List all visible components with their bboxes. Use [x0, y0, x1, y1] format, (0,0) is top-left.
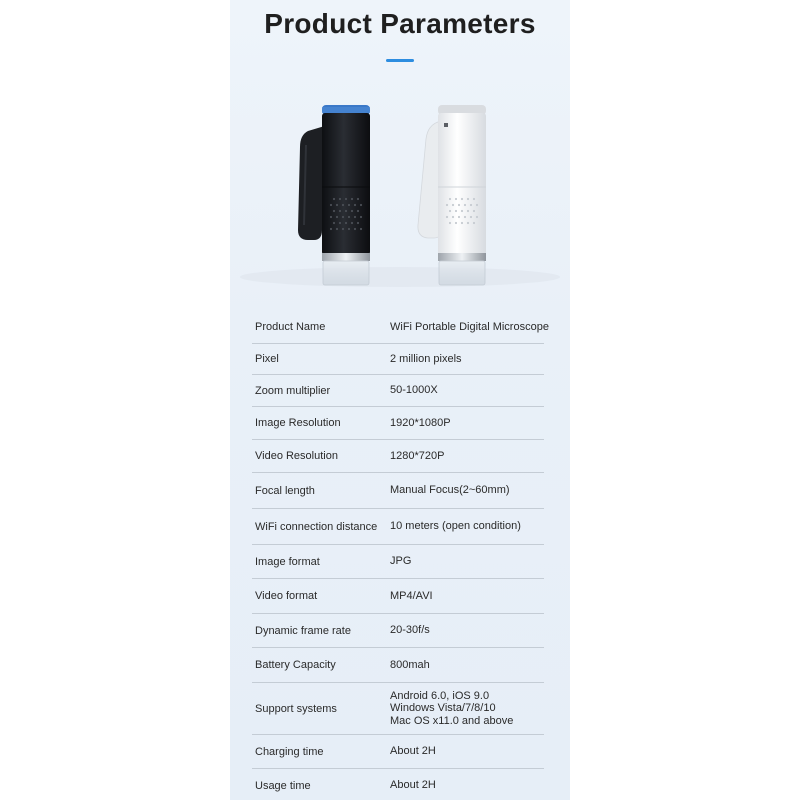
spec-row	[252, 735, 544, 769]
product-image	[230, 95, 570, 305]
spec-value	[390, 384, 544, 397]
spec-value-line: About 2H	[390, 745, 436, 758]
spec-row	[252, 473, 544, 509]
spec-value-line: 20-30f/s	[390, 624, 430, 637]
spec-value	[390, 484, 544, 497]
spec-value	[390, 353, 544, 366]
spec-label: Charging time	[255, 745, 324, 758]
spec-row	[252, 407, 544, 440]
spec-value-line: 800mah	[390, 658, 430, 671]
spec-value-line: 1280*720P	[390, 449, 445, 462]
spec-value	[390, 690, 544, 728]
spec-row	[252, 509, 544, 545]
spec-value	[390, 520, 544, 533]
spec-row	[252, 579, 544, 614]
white-microscope	[418, 105, 486, 285]
spec-label: Usage time	[255, 779, 311, 792]
spec-label: Video format	[255, 590, 318, 602]
spec-label: WiFi connection distance	[255, 520, 378, 533]
spec-label: Focal length	[255, 484, 315, 497]
spec-value-line: Android 6.0, iOS 9.0	[390, 689, 490, 702]
spec-value	[390, 745, 544, 758]
product-parameters-panel	[230, 0, 570, 800]
spec-value	[390, 624, 544, 637]
spec-value	[390, 321, 549, 334]
spec-value-line: About 2H	[390, 779, 436, 792]
spec-value-line: Windows Vista/7/8/10	[390, 702, 496, 715]
spec-value	[390, 417, 544, 430]
spec-row	[252, 614, 544, 648]
spec-value-line: Mac OS x11.0 and above	[390, 714, 514, 727]
spec-value-line: 1920*1080P	[390, 416, 451, 429]
spec-value-line: 10 meters (open condition)	[390, 520, 521, 533]
spec-label: Battery Capacity	[255, 659, 336, 671]
spec-label: Product Name	[255, 321, 326, 333]
spec-label: Video Resolution	[255, 450, 338, 462]
spec-label: Zoom multiplier	[255, 384, 331, 397]
spec-row	[252, 375, 544, 407]
spec-row	[252, 683, 544, 735]
spec-label: Image Resolution	[255, 417, 341, 429]
spec-label: Image format	[255, 555, 320, 568]
spec-row	[252, 311, 549, 344]
spec-value	[390, 450, 544, 463]
spec-value	[390, 590, 544, 603]
spec-label: Dynamic frame rate	[255, 624, 351, 637]
spec-value-line: 50-1000X	[390, 384, 438, 397]
black-microscope	[298, 105, 370, 285]
spec-row	[252, 769, 544, 800]
specs-table	[252, 311, 549, 800]
spec-value-line: WiFi Portable Digital Microscope	[390, 320, 549, 333]
spec-row	[252, 344, 544, 375]
spec-value-line: MP4/AVI	[390, 589, 433, 602]
spec-value-line: Manual Focus(2~60mm)	[390, 484, 510, 497]
spec-value	[390, 779, 544, 792]
spec-label: Pixel	[255, 353, 279, 365]
spec-value	[390, 659, 544, 672]
spec-value	[390, 555, 544, 568]
spec-row	[252, 440, 544, 473]
spec-value-line: 2 million pixels	[390, 352, 462, 365]
page-title: Product Parameters	[264, 8, 536, 39]
spec-row	[252, 648, 544, 683]
spec-value-line: JPG	[390, 555, 412, 568]
title-accent-line	[386, 59, 414, 62]
spec-label: Support systems	[255, 702, 337, 715]
spec-row	[252, 545, 544, 579]
